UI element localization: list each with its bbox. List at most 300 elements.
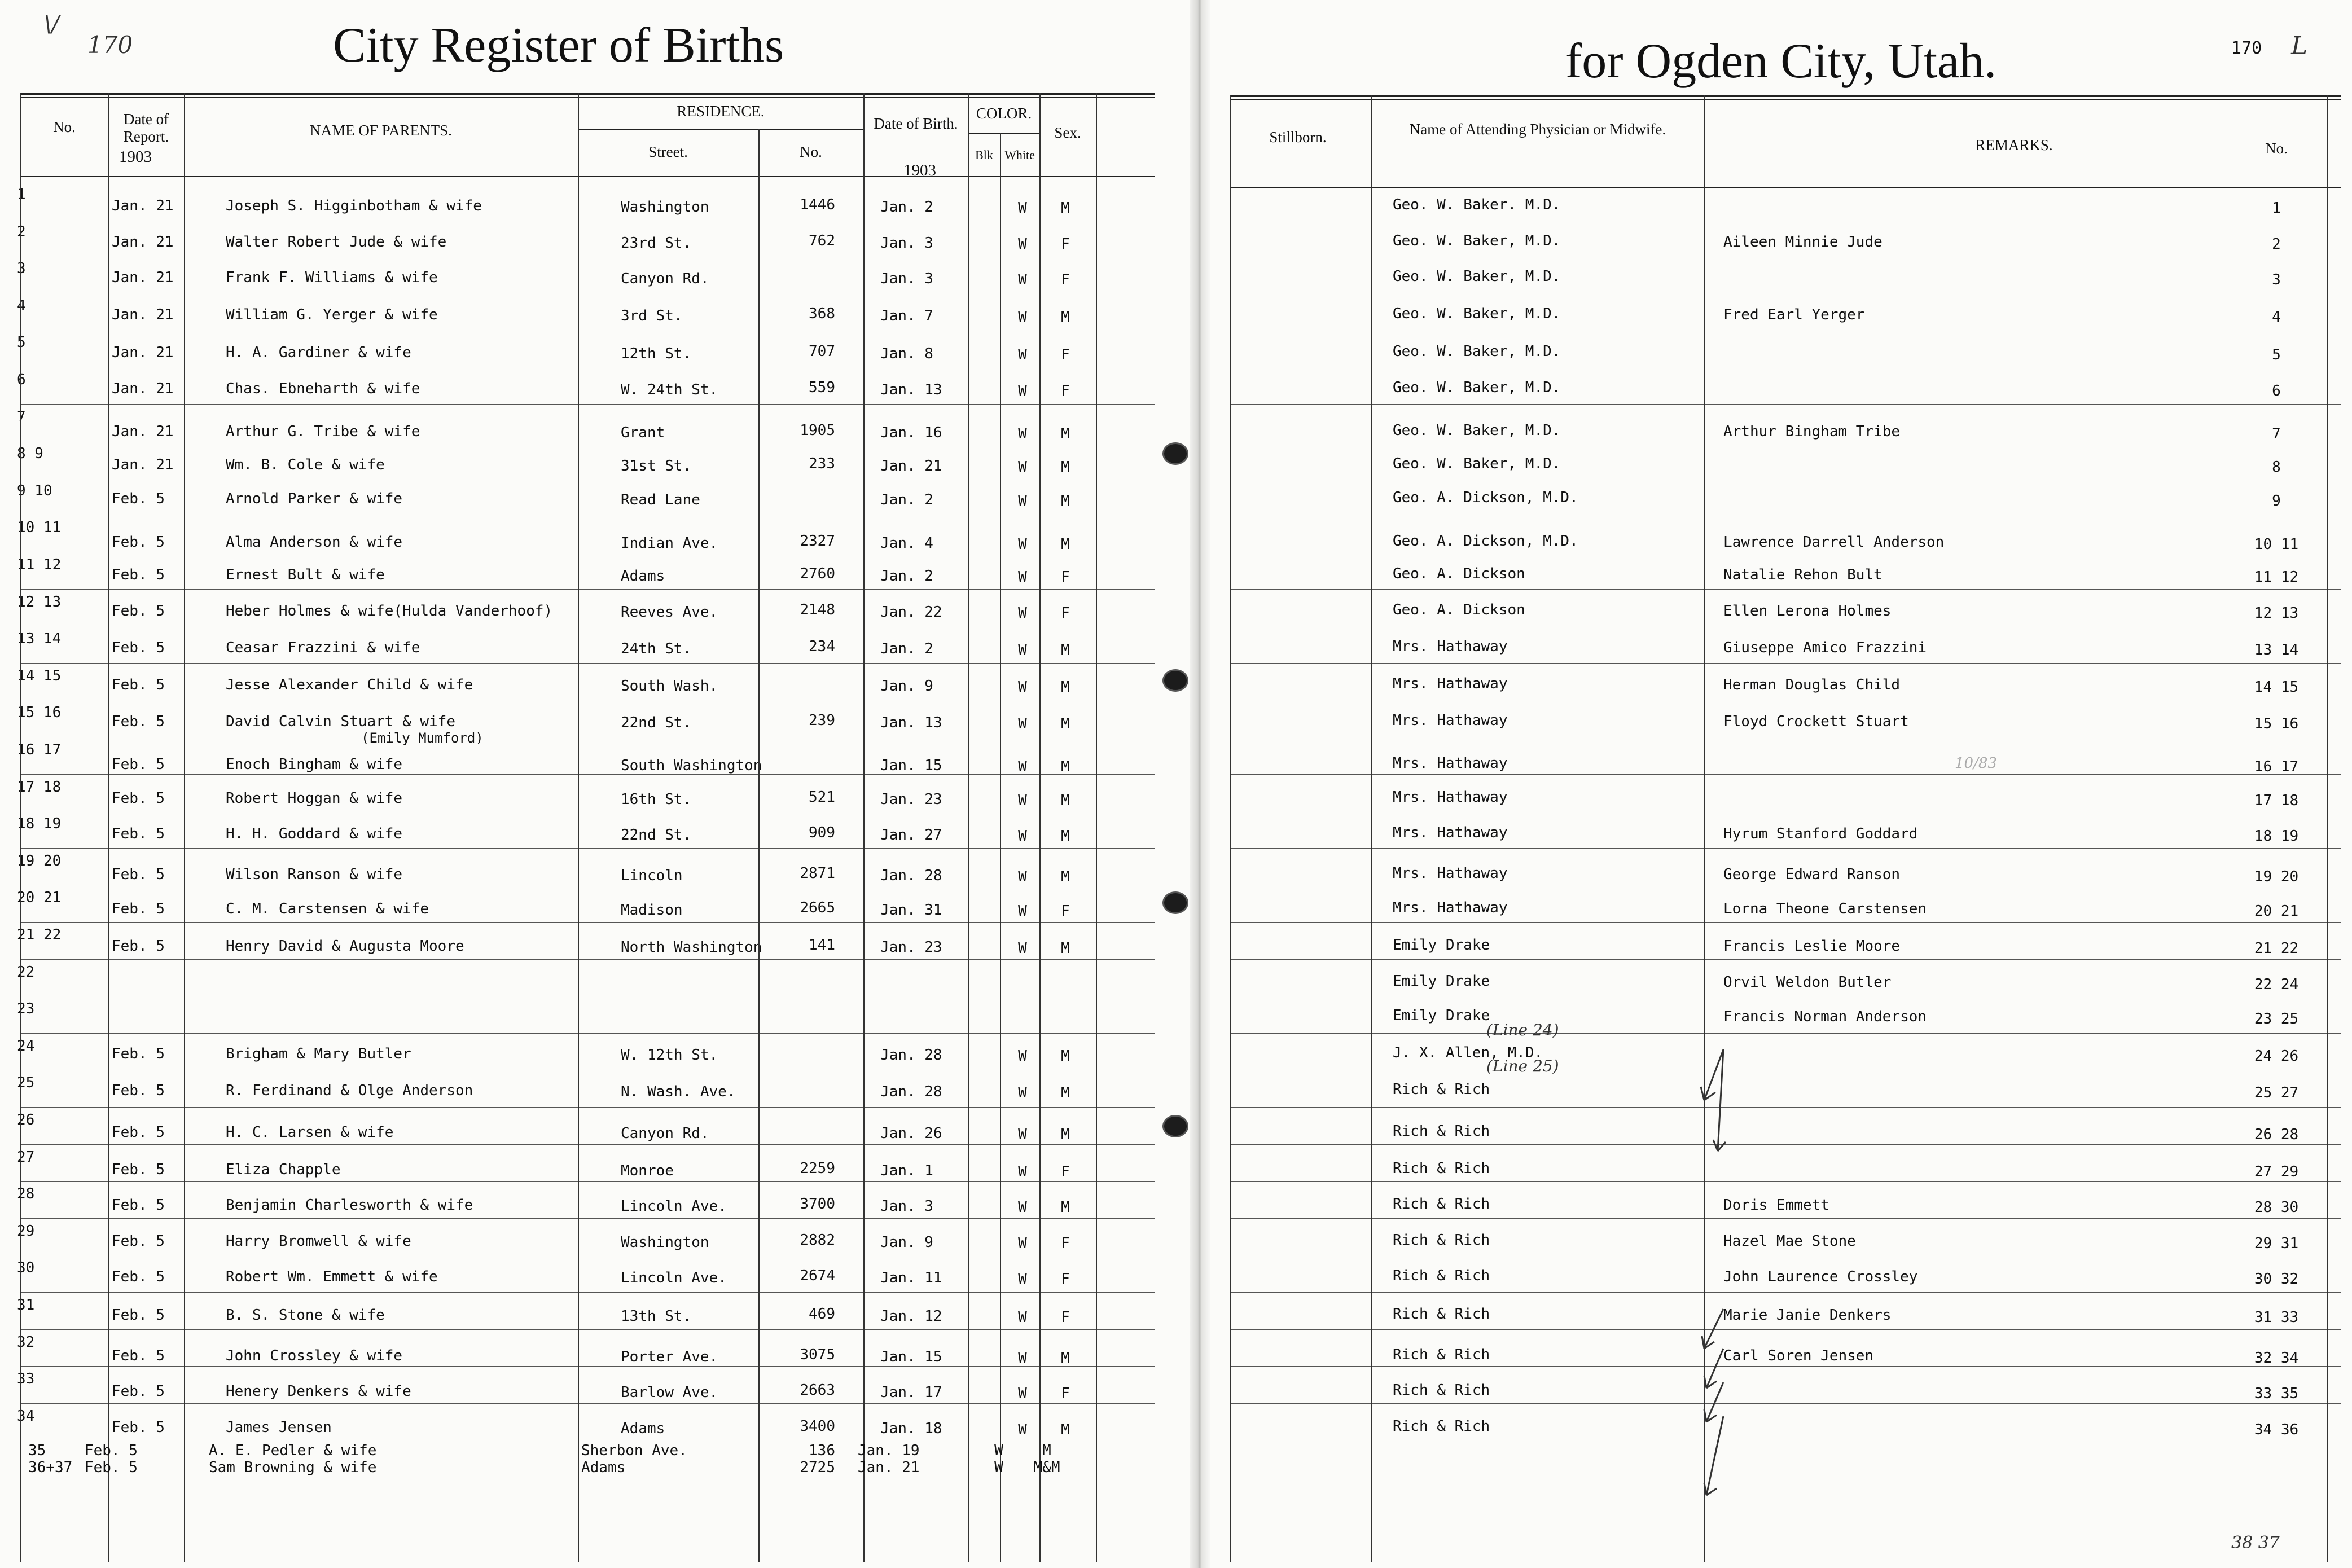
birth-date: Jan. 13: [880, 381, 942, 398]
street: Lincoln Ave.: [621, 1198, 727, 1215]
physician-name: Geo. A. Dickson, M.D.: [1393, 489, 1578, 506]
remarks: Lorna Theone Carstensen: [1723, 901, 1927, 918]
house-number: 909: [809, 824, 835, 842]
street: 22nd St.: [621, 714, 692, 732]
row-number: 10 11: [17, 519, 62, 537]
parents-name: Benjamin Charlesworth & wife: [226, 1197, 473, 1214]
table-row: [1210, 996, 2352, 1033]
table-row: [0, 330, 1155, 367]
row-number: 32: [17, 1333, 35, 1351]
row-number: 21 22: [17, 926, 62, 943]
report-date: Feb. 5: [112, 825, 165, 843]
report-date: Feb. 5: [112, 756, 165, 773]
house-number: 2665: [800, 899, 835, 917]
street: Monroe: [621, 1162, 674, 1179]
birth-date: Jan. 17: [880, 1384, 942, 1402]
street: 3rd St.: [621, 307, 683, 324]
row-number: 12 13: [17, 593, 62, 610]
color-mark: W: [1018, 1126, 1027, 1143]
house-number: 234: [809, 638, 835, 656]
parents-name: Alma Anderson & wife: [226, 534, 403, 551]
house-number: 2725: [800, 1459, 835, 1477]
parents-name: William G. Yerger & wife: [226, 306, 438, 323]
table-row: [0, 1255, 1155, 1292]
line-note: (Line 25): [1486, 1057, 1559, 1075]
table-row: [0, 404, 1155, 441]
table-row: [1210, 293, 2352, 330]
physician-name: Mrs. Hathaway: [1393, 755, 1508, 772]
report-date: Feb. 5: [112, 639, 165, 657]
col-color-header: COLOR.: [976, 105, 1032, 122]
report-date: Feb. 5: [112, 1268, 165, 1286]
remarks: Natalie Rehon Bult: [1723, 566, 1883, 583]
physician-name: Mrs. Hathaway: [1393, 675, 1508, 692]
color-mark: W: [1018, 903, 1027, 920]
physician-name: Mrs. Hathaway: [1393, 864, 1508, 882]
right-row-number: 1: [2272, 200, 2281, 217]
table-row: [0, 700, 1155, 737]
street: Washington: [621, 199, 709, 216]
parents-name: H. H. Goddard & wife: [226, 825, 403, 843]
birth-date: Jan. 16: [880, 424, 942, 441]
table-row: [1210, 922, 2352, 959]
physician-name: Geo. W. Baker, M.D.: [1393, 421, 1561, 439]
parents-name: Henery Denkers & wife: [226, 1383, 411, 1400]
sex-mark: M&M: [1033, 1459, 1060, 1477]
report-date: Feb. 5: [112, 1124, 165, 1141]
column-rule: [1230, 95, 1231, 1562]
right-row-number: 34 36: [2254, 1421, 2299, 1438]
right-row-number: 26 28: [2254, 1126, 2299, 1143]
table-row: [1210, 1255, 2352, 1292]
table-row: [1210, 1366, 2352, 1403]
sex-mark: M: [1061, 758, 1070, 775]
birth-date: Jan. 1: [880, 1162, 933, 1179]
house-number: 2663: [800, 1382, 835, 1399]
col-no-header: No.: [53, 118, 76, 135]
column-rule: [1000, 133, 1001, 1562]
table-row: [1210, 552, 2352, 589]
column-rule: [1039, 93, 1041, 1562]
parents-name: Harry Bromwell & wife: [226, 1232, 411, 1250]
physician-name: Emily Drake: [1393, 972, 1490, 990]
table-row: [1210, 182, 2352, 219]
table-row: [0, 293, 1155, 330]
parents-name: Frank F. Williams & wife: [226, 269, 438, 287]
right-row-number: 19 20: [2254, 868, 2299, 885]
report-date: Feb. 5: [112, 713, 165, 731]
row-number: 23: [17, 1000, 35, 1018]
table-row: [0, 811, 1155, 848]
parents-name: Ceasar Frazzini & wife: [226, 639, 420, 657]
street: N. Wash. Ave.: [621, 1083, 736, 1101]
color-mark: W: [1018, 425, 1027, 442]
table-row: [0, 663, 1155, 700]
right-row-number: 17 18: [2254, 792, 2299, 809]
sex-mark: M: [1061, 940, 1070, 957]
remarks: Hyrum Stanford Goddard: [1723, 825, 1918, 843]
physician-name: Rich & Rich: [1393, 1306, 1490, 1323]
birth-date: Jan. 27: [880, 827, 942, 844]
street: Lincoln: [621, 867, 683, 884]
remarks: Arthur Bingham Tribe: [1723, 423, 1901, 440]
column-rule: [758, 129, 760, 1562]
column-rule: [863, 93, 865, 1562]
birth-date: Jan. 23: [880, 790, 942, 808]
physician-name: Geo. W. Baker, M.D.: [1393, 455, 1561, 473]
parents-name: David Calvin Stuart & wife: [226, 713, 455, 731]
physician-name: Emily Drake: [1393, 937, 1490, 954]
birth-date: Jan. 23: [880, 939, 942, 956]
table-row: [0, 1329, 1155, 1367]
table-row: [0, 1107, 1155, 1144]
right-row-number: 7: [2272, 425, 2281, 442]
physician-name: Geo. W. Baker, M.D.: [1393, 232, 1561, 249]
color-mark: W: [1018, 492, 1027, 510]
birth-date: Jan. 26: [880, 1125, 942, 1142]
table-row: [0, 1218, 1155, 1255]
color-mark: W: [1018, 758, 1027, 775]
parents-name: Chas. Ebneharth & wife: [226, 380, 420, 397]
birth-date: Jan. 21: [858, 1459, 920, 1477]
birth-date: Jan. 13: [880, 714, 942, 732]
table-row: [0, 774, 1155, 811]
right-row-number: 10 11: [2254, 536, 2299, 554]
parents-name: Robert Hoggan & wife: [226, 789, 403, 807]
sex-mark: F: [1061, 569, 1070, 586]
table-row: [1210, 1070, 2352, 1107]
color-mark: W: [1018, 604, 1027, 622]
report-date: Feb. 5: [112, 1307, 165, 1324]
right-row-number: 24 26: [2254, 1047, 2299, 1065]
sex-mark: F: [1061, 271, 1070, 289]
table-row: [1210, 663, 2352, 700]
physician-name: Rich & Rich: [1393, 1123, 1490, 1140]
street: 22nd St.: [621, 827, 692, 844]
right-row-number: 20 21: [2254, 903, 2299, 920]
parents-name: Robert Wm. Emmett & wife: [226, 1268, 438, 1286]
table-row: [1210, 478, 2352, 515]
report-date: Jan. 21: [112, 306, 174, 323]
sex-mark: M: [1061, 792, 1070, 809]
table-row: [1210, 737, 2352, 774]
report-date: Feb. 5: [112, 1045, 165, 1062]
table-row: [0, 737, 1155, 774]
register-title: City Register of Births: [333, 18, 784, 73]
row-number: 16 17: [17, 741, 62, 758]
table-row: [0, 515, 1155, 552]
birth-year: 1903: [903, 161, 936, 179]
row-number: 29: [17, 1222, 35, 1240]
table-row: [1210, 1292, 2352, 1329]
house-number: 2760: [800, 565, 835, 582]
residence-subrule: [578, 129, 863, 130]
sex-mark: F: [1061, 383, 1070, 399]
col-date-report-header: Date of Report.: [123, 111, 169, 146]
col-stillborn-header: Stillborn.: [1269, 129, 1327, 146]
parents-name: A. E. Pedler & wife: [209, 1442, 377, 1460]
arrow-marks: [1684, 1033, 1774, 1506]
report-date: Feb. 5: [112, 1161, 165, 1178]
remarks: Marie Janie Denkers: [1723, 1307, 1892, 1324]
table-row: [0, 922, 1155, 959]
report-date: Feb. 5: [112, 866, 165, 883]
sex-mark: F: [1061, 1163, 1070, 1180]
street: Barlow Ave.: [621, 1384, 718, 1402]
right-row-number: 29 31: [2254, 1235, 2299, 1252]
remarks: Francis Norman Anderson: [1723, 1008, 1927, 1026]
parents-name: John Crossley & wife: [226, 1347, 403, 1364]
table-row: [1210, 1033, 2352, 1070]
right-row-number: 12 13: [2254, 604, 2299, 622]
row-number: 14 15: [17, 667, 62, 684]
header-rule-top-2: [1230, 99, 2341, 100]
col-remarks-header: REMARKS.: [1975, 137, 2053, 153]
row-number: 36+37: [28, 1459, 73, 1477]
physician-name: Geo. A. Dickson: [1393, 601, 1525, 618]
report-date: Feb. 5: [112, 789, 165, 807]
color-mark: W: [1018, 1421, 1027, 1438]
sex-mark: M: [1061, 1349, 1070, 1367]
table-row: [1210, 1329, 2352, 1367]
birth-date: Jan. 21: [880, 458, 942, 475]
birth-date: Jan. 11: [880, 1270, 942, 1287]
report-date: Feb. 5: [112, 1418, 165, 1436]
sex-mark: F: [1061, 604, 1070, 622]
sex-mark: F: [1061, 1309, 1070, 1326]
row-number: 13 14: [17, 630, 62, 648]
report-date: Feb. 5: [112, 1347, 165, 1364]
emily-mumford-note: (Emily Mumford): [361, 730, 484, 746]
table-row: [0, 589, 1155, 626]
right-row-number: 22 24: [2254, 976, 2299, 993]
birth-date: Jan. 9: [880, 677, 933, 695]
report-date: Jan. 21: [112, 344, 174, 362]
table-row: [1210, 811, 2352, 848]
house-number: 233: [809, 455, 835, 473]
check-mark: L: [2291, 32, 2308, 60]
report-date: Jan. 21: [112, 380, 174, 397]
house-number: 521: [809, 788, 835, 806]
house-number: 136: [809, 1442, 835, 1460]
column-rule: [108, 93, 109, 1562]
row-number: 3: [17, 260, 26, 278]
row-number: 20 21: [17, 889, 62, 907]
house-number: 2148: [800, 601, 835, 618]
color-mark: W: [1018, 1235, 1027, 1252]
birth-date: Jan. 7: [880, 307, 933, 324]
table-row: [1210, 330, 2352, 367]
street: W. 24th St.: [621, 381, 718, 398]
table-row: [0, 848, 1155, 885]
street: Adams: [621, 1420, 665, 1437]
color-mark: W: [1018, 346, 1027, 364]
birth-date: Jan. 19: [858, 1442, 920, 1460]
street: 12th St.: [621, 345, 692, 363]
right-row-number: 15 16: [2254, 715, 2299, 733]
row-number: 8 9: [17, 445, 43, 463]
color-mark: W: [1018, 383, 1027, 399]
birth-date: Jan. 2: [880, 640, 933, 658]
right-row-number: 3: [2272, 271, 2281, 289]
report-date: Jan. 21: [112, 269, 174, 287]
house-number: 239: [809, 712, 835, 730]
table-row: [1210, 367, 2352, 404]
report-year: 1903: [119, 148, 152, 166]
birth-date: Jan. 28: [880, 867, 942, 884]
last-row-number: 38 37: [2231, 1533, 2280, 1553]
birth-date: Jan. 18: [880, 1420, 942, 1437]
house-number: 141: [809, 937, 835, 954]
street: Canyon Rd.: [621, 1125, 709, 1142]
parents-name: H. C. Larsen & wife: [226, 1124, 394, 1141]
table-row: [1210, 885, 2352, 922]
parents-name: Joseph S. Higginbotham & wife: [226, 197, 482, 214]
col-residence-header: RESIDENCE.: [677, 103, 765, 120]
report-date: Feb. 5: [112, 901, 165, 918]
table-row: [1210, 959, 2352, 996]
physician-name: Geo. A. Dickson: [1393, 565, 1525, 582]
parents-name: Wm. B. Cole & wife: [226, 456, 385, 474]
column-rule: [578, 93, 579, 1562]
report-date: Feb. 5: [112, 566, 165, 583]
color-mark: W: [1018, 792, 1027, 809]
birth-date: Jan. 8: [880, 345, 933, 363]
row-number: 34: [17, 1407, 35, 1425]
parents-name: Enoch Bingham & wife: [226, 756, 403, 773]
color-mark: W: [1018, 1047, 1027, 1065]
binding-hole: [1162, 1115, 1188, 1137]
col-white-header: White: [1004, 148, 1035, 162]
street: Indian Ave.: [621, 535, 718, 552]
sex-mark: F: [1061, 903, 1070, 920]
birth-date: Jan. 2: [880, 491, 933, 508]
physician-name: Emily Drake: [1393, 1007, 1490, 1025]
row-number: 4: [17, 297, 26, 314]
report-date: Jan. 21: [112, 197, 174, 214]
color-mark: W: [1018, 1163, 1027, 1180]
table-row: [1210, 515, 2352, 552]
row-number: 26: [17, 1112, 35, 1128]
report-date: Feb. 5: [112, 602, 165, 620]
table-row: [0, 1181, 1155, 1218]
row-number: 24: [17, 1037, 35, 1055]
birth-date: Jan. 28: [880, 1046, 942, 1064]
street: Madison: [621, 902, 683, 919]
street: Adams: [621, 568, 665, 585]
row-number: 11 12: [17, 556, 62, 573]
birth-date: Jan. 31: [880, 902, 942, 919]
street: W. 12th St.: [621, 1046, 718, 1064]
street: Canyon Rd.: [621, 270, 709, 288]
remarks: Hazel Mae Stone: [1723, 1232, 1856, 1250]
table-row: [1210, 774, 2352, 811]
birth-date: Jan. 9: [880, 1233, 933, 1251]
sex-mark: M: [1061, 200, 1070, 217]
street: 24th St.: [621, 640, 692, 658]
birth-date: Jan. 4: [880, 535, 933, 552]
house-number: 3400: [800, 1417, 835, 1435]
right-register-page: [1210, 0, 2352, 1568]
sex-mark: M: [1042, 1442, 1051, 1460]
street: Adams: [581, 1459, 626, 1477]
birth-date: Jan. 15: [880, 1348, 942, 1365]
house-number: 3075: [800, 1346, 835, 1363]
right-row-number: 4: [2272, 308, 2281, 326]
column-rule: [968, 93, 969, 1562]
right-row-number: 18 19: [2254, 828, 2299, 845]
house-number: 2871: [800, 864, 835, 882]
header-rule-top: [20, 93, 1155, 95]
col-physician-header: Name of Attending Physician or Midwife.: [1409, 121, 1666, 138]
parents-name: Walter Robert Jude & wife: [226, 233, 447, 251]
sex-mark: F: [1061, 235, 1070, 253]
row-number: 6: [17, 371, 26, 388]
house-number: 2674: [800, 1267, 835, 1285]
color-mark: W: [1018, 308, 1027, 326]
physician-name: Rich & Rich: [1393, 1196, 1490, 1213]
column-rule: [1096, 93, 1097, 1562]
physician-name: Mrs. Hathaway: [1393, 899, 1508, 917]
table-row: [0, 1033, 1155, 1070]
birth-date: Jan. 2: [880, 568, 933, 585]
remarks: Doris Emmett: [1723, 1197, 1829, 1214]
right-row-number: 16 17: [2254, 758, 2299, 775]
color-mark: W: [1018, 1349, 1027, 1367]
physician-name: Geo. W. Baker, M.D.: [1393, 268, 1561, 286]
color-mark: W: [1018, 569, 1027, 586]
sex-mark: M: [1061, 1126, 1070, 1143]
row-number: 15 16: [17, 704, 62, 722]
row-number: 30: [17, 1259, 35, 1277]
house-number: 707: [809, 343, 835, 361]
line-note: (Line 24): [1486, 1021, 1559, 1039]
color-mark: W: [994, 1442, 1003, 1460]
physician-name: Geo. W. Baker, M.D.: [1393, 343, 1561, 361]
table-row: [0, 885, 1155, 922]
col-blk-header: Blk: [975, 148, 993, 162]
parents-name: Heber Holmes & wife(Hulda Vanderhoof): [226, 602, 553, 620]
sex-mark: M: [1061, 828, 1070, 845]
right-row-number: 2: [2272, 235, 2281, 253]
color-mark: W: [1018, 868, 1027, 885]
remarks: Herman Douglas Child: [1723, 676, 1901, 693]
table-row: [0, 256, 1155, 293]
physician-name: Geo. A. Dickson, M.D.: [1393, 533, 1578, 550]
remarks: Francis Leslie Moore: [1723, 938, 1901, 955]
house-number: 762: [809, 232, 835, 249]
row-number: 2: [17, 223, 26, 240]
report-date: Feb. 5: [112, 676, 165, 693]
physician-name: Mrs. Hathaway: [1393, 788, 1508, 806]
row-number: 9 10: [17, 482, 52, 499]
register-title-continued: for Ogden City, Utah.: [1565, 34, 1997, 89]
physician-name: Geo. W. Baker, M.D.: [1393, 379, 1561, 396]
sex-mark: M: [1061, 1199, 1070, 1216]
table-row: [0, 626, 1155, 663]
sex-mark: F: [1061, 1235, 1070, 1252]
physician-name: Mrs. Hathaway: [1393, 824, 1508, 842]
table-row: [0, 1292, 1155, 1329]
table-row: [1210, 1403, 2352, 1440]
physician-name: Rich & Rich: [1393, 1159, 1490, 1177]
sex-mark: M: [1061, 536, 1070, 554]
right-row-number: 13 14: [2254, 642, 2299, 659]
table-row: [1210, 700, 2352, 737]
parents-name: C. M. Carstensen & wife: [226, 901, 429, 918]
street: 31st St.: [621, 458, 692, 475]
birth-date: Jan. 22: [880, 603, 942, 621]
